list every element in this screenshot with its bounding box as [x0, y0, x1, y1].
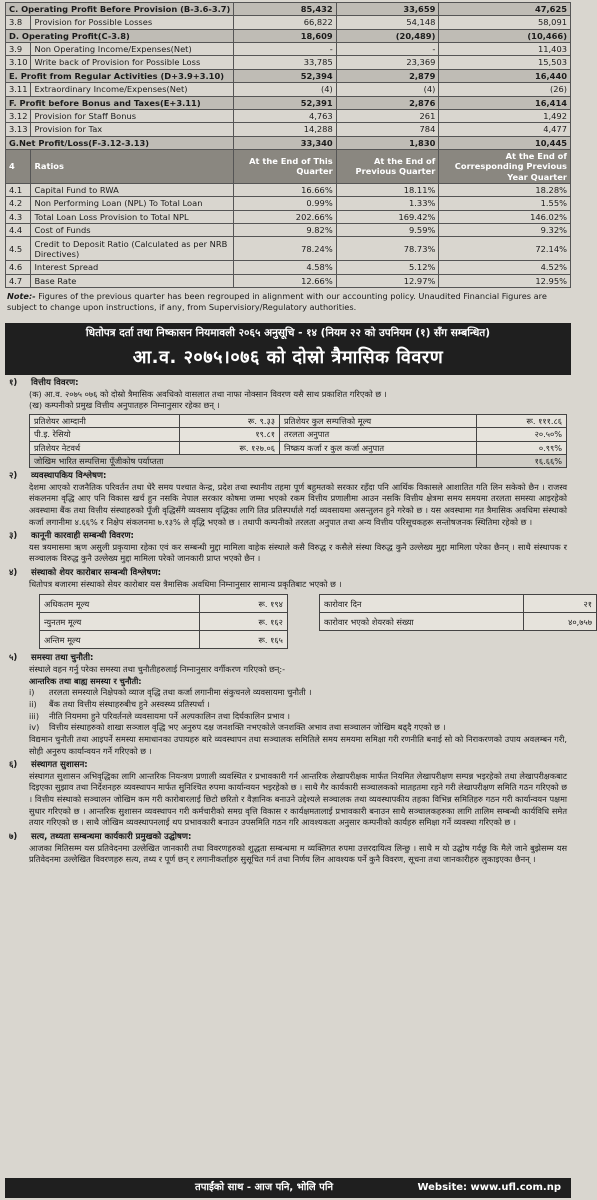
section-subtitle: आन्तरिक तथा बाह्य समस्या र चुनौती: [29, 675, 142, 686]
section-number: ७) [9, 831, 18, 842]
row-label: Non Operating Income/Expenses(Net) [31, 43, 234, 56]
quarterly-report-title: आ.व. २०७५।०७६ को दोस्रो त्रैमासिक विवरण [5, 344, 571, 376]
section-title: कानूनी कारवाही सम्बन्धी विवरण: [31, 531, 134, 542]
min-price-value: रू. १६२ [200, 613, 287, 631]
previous-year-value: 72.14% [439, 237, 571, 261]
section-text: संस्थागत सुशासन अभिवृद्धिका लागि आन्तरिक नियन्त्रण प्रणाली व्यवस्थित र प्रभावकारी गर्न आन्तरिक लेखापरीक्षक मार्फत नियमित लेखापरीक्षण सम्पन्न भइरहेको तथा लेखापरीक्षकबाट दिइएका सुझाव तथा निर्देशनहरु व्यवस्थापन मार्फत सुनिश्चित रुपमा कार्यान्वयन भइरहेको छ । साथै गैर कार्यकारी सञ्चालकको मातहतमा रहने गरी लेखापरीक्षण समिति गठन गरिएको छ । वित्तीय संस्थाको सञ्चालन जोखिम कम गरी कारोबारलाई छिटो छरितो र वैज्ञानिक बनाउने उद्देश्यले सञ्चालक तथा व्यवस्थापकीय तहका विभिन्न समितिहरु गठन गरी कार्यान्वयन पक्षमा सुधार गरिएको छ । आन्तरिक सुशासन व्यवस्थापन गरी कर्मचारीको समग्र वृत्ति विकास र कार्यक्षमतालाई प्रभावकारी बनाउन साथै सञ्चालकहरुका लागि तालिम सम्बन्धी कार्यविधि समेत तयार गरिएको छ । साथै जोखिम व्यवस्थापनलाई थप प्रभावकारी बनाउन उपसमिति गठन गरि आवश्यकता अनुसार कम्पनीको कार्यहरु समिक्षा गर्ने व्यवस्था गरिएको छ । [29, 770, 567, 828]
previous-year-value: 15,503 [439, 56, 571, 69]
challenge-item [9, 722, 567, 734]
row-label: Extraordinary Income/Expenses(Net) [31, 83, 234, 96]
ratio-row [6, 210, 571, 223]
financial-row [6, 56, 571, 69]
key-ratio-label: तरलता अनुपात [280, 428, 477, 441]
row-label: Write back of Provision for Possible Loss [31, 56, 234, 69]
previous-quarter-value: 78.73% [336, 237, 439, 261]
previous-year-value: 11,403 [439, 43, 571, 56]
challenge-marker: ii) [29, 698, 37, 709]
financial-row [6, 109, 571, 122]
financial-results-table [5, 2, 571, 288]
previous-quarter-value: 18.11% [336, 184, 439, 197]
share-trading-row [40, 631, 597, 649]
section-share-trading [9, 568, 592, 649]
ratio-label: Base Rate [31, 274, 234, 287]
previous-year-value: 16,440 [439, 69, 571, 82]
traded-shares-value: ४०,७५७ [524, 613, 597, 631]
key-ratio-label: प्रतिशेयर नेटवर्थ [30, 441, 180, 454]
trading-days-value: २१ [524, 595, 597, 613]
section-heading [9, 760, 567, 771]
last-price-label: अन्तिम मूल्य [40, 631, 200, 649]
ratio-label: Cost of Funds [31, 224, 234, 237]
row-code: 3.10 [6, 56, 31, 69]
key-ratios-body [30, 415, 567, 455]
ratio-label: Non Performing Loan (NPL) To Total Loan [31, 197, 234, 210]
section-text: धितोपत्र बजारमा संस्थाको सेयर कारोबार यस त्रैमासिक अवधिमा निम्नानुसार सामान्य प्रकृतिबाट भएको छ । [29, 578, 342, 589]
traded-shares-label: कारोवार भएको शेयरको संख्या [319, 613, 523, 631]
key-ratio-value: रू. १२७.०६ [180, 441, 280, 454]
financial-results-body [6, 3, 571, 150]
row-label: D. Operating Profit(C-3.8) [6, 29, 234, 42]
row-label: E. Profit from Regular Activities (D+3.9+3.10) [6, 69, 234, 82]
this-quarter-value: 18,609 [234, 29, 336, 42]
this-quarter-value: (4) [234, 83, 336, 96]
previous-quarter-value: - [336, 43, 439, 56]
row-code: 3.9 [6, 43, 31, 56]
capital-adequacy-row [30, 454, 567, 467]
row-label: F. Profit before Bonus and Taxes(E+3.11) [6, 96, 234, 109]
challenge-item [9, 711, 567, 723]
challenge-text: नीति नियममा हुने परिवर्तनले व्यवसायमा पर्ने अल्पकालिन तथा दिर्घकालिन प्रभाव । [49, 710, 291, 721]
financial-row [6, 43, 571, 56]
this-quarter-value: 33,785 [234, 56, 336, 69]
section-title: वित्तीय विवरण: [31, 378, 79, 389]
this-quarter-value: 12.66% [234, 274, 336, 287]
section-number: १) [9, 378, 18, 389]
previous-quarter-value: 12.97% [336, 274, 439, 287]
this-quarter-value: 4,763 [234, 109, 336, 122]
this-quarter-value: 9.82% [234, 224, 336, 237]
section-heading [9, 653, 567, 664]
ratios-header-row [6, 149, 571, 183]
capital-adequacy-label: जोखिम भारित सम्पत्तिमा पूँजीकोष पर्याप्तता [30, 454, 477, 467]
key-ratio-value: ०.९९% [477, 441, 567, 454]
ratio-row [6, 224, 571, 237]
previous-year-value: 4.52% [439, 261, 571, 274]
section-problems-challenges [9, 653, 567, 757]
row-code: 3.13 [6, 123, 31, 136]
row-label: C. Operating Profit Before Provision (B-3.6-3.7) [6, 3, 234, 16]
previous-year-value: 12.95% [439, 274, 571, 287]
this-quarter-value: 33,340 [234, 136, 336, 149]
note-label: Note:- [7, 291, 36, 302]
ratios-header-label: Ratios [31, 149, 234, 183]
previous-quarter-value: 1.33% [336, 197, 439, 210]
ratios-header-code: 4 [6, 149, 31, 183]
previous-year-value: (26) [439, 83, 571, 96]
ratios-body [6, 184, 571, 288]
ratio-label: Capital Fund to RWA [31, 184, 234, 197]
key-ratio-value: २०.५०% [477, 428, 567, 441]
previous-year-value: (10,466) [439, 29, 571, 42]
financial-row [6, 69, 571, 82]
previous-quarter-value: 5.12% [336, 261, 439, 274]
previous-quarter-value: 33,659 [336, 3, 439, 16]
financial-row [6, 123, 571, 136]
ratio-code: 4.5 [6, 237, 31, 261]
this-quarter-value: 14,288 [234, 123, 336, 136]
share-trading-row [40, 595, 597, 613]
key-ratio-label: प्रतिशेयर आम्दानी [30, 415, 180, 428]
section-corporate-governance [9, 760, 567, 829]
trading-days-label: कारोवार दिन [319, 595, 523, 613]
section-ceo-declaration [9, 832, 567, 866]
disclosure-rule-banner: धितोपत्र दर्ता तथा निष्कासन नियमावली २०६५ अनुसूचि - १४ (नियम २२ को उपनियम (१) सँग सम्बन्धित) [5, 323, 571, 344]
section-outro: विद्यमान चुनौती तथा आइपर्ने समस्या समाधानका उपायहरु बारे व्यवस्थापन तथा सञ्चालक समितिले समय समयमा समिक्षा गरी रणनीति बनाई सो को निराकरणको उपाय अवलम्बन गरी, सोही अनुरुप कार्यान्वयन गर्ने गरिएको छ । [29, 733, 567, 756]
previous-year-value: 1,492 [439, 109, 571, 122]
key-ratio-row [30, 415, 567, 428]
previous-quarter-value: 2,876 [336, 96, 439, 109]
previous-quarter-value: 9.59% [336, 224, 439, 237]
key-ratio-value: रू. ९.३३ [180, 415, 280, 428]
max-price-value: रू. १९४ [200, 595, 287, 613]
ratio-code: 4.3 [6, 210, 31, 223]
max-price-label: अधिकतम मूल्य [40, 595, 200, 613]
this-quarter-value: 52,394 [234, 69, 336, 82]
ratio-code: 4.7 [6, 274, 31, 287]
key-ratio-row [30, 441, 567, 454]
key-ratio-label: प्रतिशेयर कुल सम्पत्तिको मूल्य [280, 415, 477, 428]
row-code: 3.8 [6, 16, 31, 29]
financial-row [6, 29, 571, 42]
challenge-item [9, 699, 567, 711]
previous-quarter-value: 1,830 [336, 136, 439, 149]
section-number: ६) [9, 760, 18, 771]
ratio-row [6, 237, 571, 261]
capital-adequacy-value: १६.६६% [477, 454, 567, 467]
financial-row [6, 83, 571, 96]
this-quarter-value: - [234, 43, 336, 56]
financial-row [6, 96, 571, 109]
ratio-code: 4.1 [6, 184, 31, 197]
ratio-label: Credit to Deposit Ratio (Calculated as per NRB Directives) [31, 237, 234, 261]
challenge-text: वित्तीय संस्थाहरुको शाखा सञ्जाल वृद्धि भए अनुरुप दक्ष जनशक्ति नभएकोले जनशक्ति अभाव तथा सञ्चालन जोखिम बढ्दै गएको छ । [49, 722, 446, 733]
statement-line-kha: (ख) कम्पनीको प्रमुख वित्तीय अनुपातहरु निम्नानुसार रहेका छन् । [29, 400, 220, 411]
note-text: Figures of the previous quarter has been regrouped in alignment with our accounting policy. Unaudited Financial Figures are subject to change upon instructions, if any, from Supervisiory/Regulatory authorities. [7, 291, 547, 312]
section-text: आजका मितिसम्म यस प्रतिवेदनमा उल्लेखित जानकारी तथा विवरणहरुको शुद्धता सम्बन्धमा म व्यक्तिगत रुपमा उत्तरदायित्व लिन्छु । साथै म यो उद्घोष गर्दछु कि मैले जाने बुझेसम्म यस प्रतिवेदनमा उल्लेखित विवरणहरु सत्य, तथ्य र पूर्ण छन् र लगानीकर्ताहरु सुसूचित गर्न तथा निर्णय लिन आवश्यक पर्ने कुनै विवरण, सूचना तथा जानकारीहरु लुकाइएका छैनन् । [29, 842, 567, 865]
challenge-marker: i) [29, 687, 35, 698]
previous-quarter-value: 261 [336, 109, 439, 122]
section-financial-statement [9, 378, 567, 468]
section-title: सत्य, तथ्यता सम्बन्धमा कार्यकारी प्रमुखको उद्घोषण: [31, 831, 192, 842]
section-heading [9, 471, 567, 482]
section-heading [9, 531, 567, 542]
previous-year-value: 47,625 [439, 3, 571, 16]
section-text: देशमा आएको राजनैतिक परिवर्तन तथा धेरै समय पश्चात केन्द्र, प्रदेश तथा स्थानीय तहमा पूर्ण बहुमतको सरकार रहँदा पनि आर्थिक विकासले आशातित गति लिन सकेको छैन । राजस्व संकलनमा वृद्धि आए पनि विकास खर्च हुन नसकि नेपाल सरकार कोषमा जम्मा भएको रकम वित्तीय प्रणालीमा आउन नसकि वित्तीय क्षेत्रमा समय समयमा तरलता समस्या आइरहेको अवस्थामा बैंक तथा वित्तीय संस्थाहरुको पूँजी वृद्धिसँगै व्यवसाय वृद्धिका लागि तिव्र प्रतिस्पर्धाले गर्दा व्यवसायमा असन्तुलन हुने गरेको छ । यस अवस्थामा गत त्रैमासिक अवधिमा संस्थाको कर्जा लगानीमा ४.६६% र निक्षेप संकलनमा ७.१३% ले वृद्धि भएको छ । तथापी कम्पनीको तरलता अनुपात तथा अन्य वित्तीय परिसूचकहरू सन्तोषजनक स्थितिमा रहेको छ । [29, 481, 567, 527]
previous-quarter-value: (4) [336, 83, 439, 96]
previous-year-value: 4,477 [439, 123, 571, 136]
key-ratios-table [29, 414, 567, 468]
previous-year-value: 10,445 [439, 136, 571, 149]
section-management-analysis [9, 471, 567, 528]
section-heading [9, 378, 567, 389]
ratio-code: 4.2 [6, 197, 31, 210]
key-ratio-row [30, 428, 567, 441]
share-trading-table [39, 594, 597, 649]
section-heading [9, 832, 567, 843]
section-heading [9, 568, 567, 579]
ratio-label: Interest Spread [31, 261, 234, 274]
challenge-marker: iv) [29, 722, 40, 733]
row-code: 3.12 [6, 109, 31, 122]
section-number: ४) [9, 568, 18, 579]
previous-year-value: 18.28% [439, 184, 571, 197]
this-quarter-value: 202.66% [234, 210, 336, 223]
previous-quarter-value: 169.42% [336, 210, 439, 223]
statement-line-ka: (क) आ.व. २०७५ ०७६ को दोस्रो त्रैमासिक अवधिको वासलात तथा नाफा नोक्सान विवरण यसै साथ प्रकाशित गरिएको छ । [29, 388, 387, 399]
previous-quarter-value: 2,879 [336, 69, 439, 82]
financial-row [6, 136, 571, 149]
ratio-code: 4.6 [6, 261, 31, 274]
this-quarter-value: 66,822 [234, 16, 336, 29]
footer-website: Website: www.ufl.com.np [417, 1181, 561, 1193]
previous-year-value: 16,414 [439, 96, 571, 109]
ratio-code: 4.4 [6, 224, 31, 237]
previous-year-value: 1.55% [439, 197, 571, 210]
key-ratio-label: पी.इ. रेसियो [30, 428, 180, 441]
this-quarter-value: 52,391 [234, 96, 336, 109]
last-price-value: रू. १६५ [200, 631, 287, 649]
row-label: Provision for Tax [31, 123, 234, 136]
key-ratio-value: १९.८१ [180, 428, 280, 441]
previous-year-value: 58,091 [439, 16, 571, 29]
this-quarter-value: 85,432 [234, 3, 336, 16]
previous-quarter-value: 784 [336, 123, 439, 136]
financial-row [6, 3, 571, 16]
section-title: संस्थाको शेयर कारोबार सम्बन्धी विश्लेषण: [31, 568, 162, 579]
key-ratio-label: निष्क्रय कर्जा र कुल कर्जा अनुपात [280, 441, 477, 454]
section-title: व्यवस्थापकिय विश्लेषण: [31, 471, 107, 482]
previous-year-value: 146.02% [439, 210, 571, 223]
challenge-item [9, 687, 567, 699]
ratio-row [6, 184, 571, 197]
ratio-row [6, 197, 571, 210]
ratios-header-this-quarter: At the End of This Quarter [234, 149, 336, 183]
footer-slogan: तपाईंको साथ - आज पनि, भोलि पनि [195, 1181, 333, 1193]
footer-bar [5, 1178, 571, 1198]
section-intro: संस्थाले वहन गर्नु परेका समस्या तथा चुनौतीहरुलाई निम्नानुसार वर्गीकरण गरिएको छन्:- [29, 664, 286, 675]
financial-row [6, 16, 571, 29]
ratio-row [6, 261, 571, 274]
section-number: २) [9, 471, 18, 482]
previous-quarter-value: (20,489) [336, 29, 439, 42]
previous-year-value: 9.32% [439, 224, 571, 237]
ratio-row [6, 274, 571, 287]
min-price-label: न्युनतम मूल्य [40, 613, 200, 631]
challenge-text: तरलता समस्याले निक्षेपको व्याज वृद्धि तथा कर्जा लगानीमा संकुचनले व्यवसायमा चुनौती । [49, 687, 312, 698]
note [7, 291, 571, 312]
ratios-section [6, 149, 571, 183]
section-legal-proceedings [9, 531, 567, 565]
this-quarter-value: 4.58% [234, 261, 336, 274]
row-label: G.Net Profit/Loss(F-3.12-3.13) [6, 136, 234, 149]
section-text: यस त्रयमासमा ऋण असुली प्रकृयामा रहेका एवं कर सम्बन्धी मुद्दा मामिला वाहेक संस्थाले कसै विरुद्ध र कसैले संस्था विरुद्ध कुनै उल्लेख्य मुद्दा मामिला परेका छैनन् । साथै संस्थापक र सञ्चालक विरुद्ध कुनै उल्लेख्य मुद्दा मामिला परेको जानकारी प्राप्त भएको छैन । [29, 541, 567, 564]
section-number: ५) [9, 653, 18, 664]
section-title: समस्या तथा चुनौती: [31, 653, 94, 664]
ratios-header-previous-year: At the End of Corresponding Previous Year Quarter [439, 149, 571, 183]
previous-quarter-value: 23,369 [336, 56, 439, 69]
challenge-marker: iii) [29, 710, 40, 721]
this-quarter-value: 78.24% [234, 237, 336, 261]
row-label: Provision for Possible Losses [31, 16, 234, 29]
row-label: Provision for Staff Bonus [31, 109, 234, 122]
ratios-header-previous-quarter: At the End of Previous Quarter [336, 149, 439, 183]
ratio-label: Total Loan Loss Provision to Total NPL [31, 210, 234, 223]
section-number: ३) [9, 531, 18, 542]
challenge-list [9, 687, 567, 734]
challenge-text: बैंक तथा वित्तीय संस्थाहरुबीच हुने अस्वस्थ्य प्रतिस्पर्धा । [49, 698, 210, 709]
section-title: संस्थागत सुशासन: [31, 760, 88, 771]
key-ratio-value: रू. १११.८६ [477, 415, 567, 428]
this-quarter-value: 16.66% [234, 184, 336, 197]
report-body [5, 378, 592, 866]
row-code: 3.11 [6, 83, 31, 96]
previous-quarter-value: 54,148 [336, 16, 439, 29]
share-trading-row [40, 613, 597, 631]
this-quarter-value: 0.99% [234, 197, 336, 210]
